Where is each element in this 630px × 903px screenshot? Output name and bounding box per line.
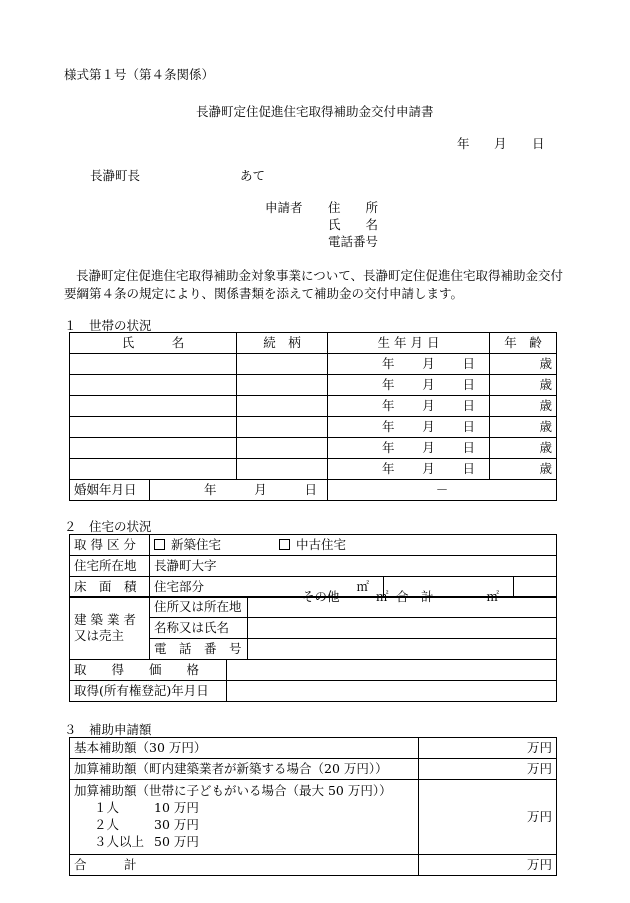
price-value[interactable]: [227, 660, 557, 681]
birth-cell[interactable]: 年 月 日: [328, 417, 490, 438]
date-day: 日: [532, 136, 545, 151]
relation-cell[interactable]: [237, 417, 328, 438]
base-subsidy-value[interactable]: 万円: [419, 738, 557, 759]
addressee-suffix: あて: [240, 168, 266, 183]
acq-options: [150, 535, 557, 556]
builder-name-value[interactable]: [248, 618, 557, 639]
col-relation: 続 柄: [237, 333, 328, 354]
name-cell[interactable]: [70, 459, 237, 480]
body-text-line-1: 長瀞町定住促進住宅取得補助金対象事業について、長瀞町定住促進住宅取得補助金交付: [76, 268, 564, 283]
floor-house-cell[interactable]: 住宅部分 ㎡: [150, 577, 384, 598]
birth-cell[interactable]: 年 月 日: [328, 438, 490, 459]
relation-cell[interactable]: [237, 354, 328, 375]
builder-addr-label: 住所又は所在地: [150, 597, 248, 618]
col-birth: 生 年 月 日: [328, 333, 490, 354]
applicant-name-label: 氏 名: [328, 217, 379, 232]
floor-spacer: [514, 577, 557, 598]
relation-cell[interactable]: [237, 375, 328, 396]
subsidy-table: [69, 737, 557, 876]
checkbox-new[interactable]: [154, 539, 165, 550]
floor-other-cell[interactable]: その他 ㎡ 合 計 ㎡: [384, 577, 514, 598]
table-row: [70, 354, 557, 375]
price-label: 取 得 価 格: [70, 660, 227, 681]
name-cell[interactable]: [70, 354, 237, 375]
builder-table: [69, 596, 557, 660]
age-cell[interactable]: 歳: [490, 396, 557, 417]
housing-table: [69, 534, 557, 604]
birth-cell[interactable]: 年 月 日: [328, 396, 490, 417]
checkbox-used[interactable]: [279, 539, 290, 550]
relation-cell[interactable]: [237, 459, 328, 480]
add2-subsidy-label: 加算補助額（世帯に子どもがいる場合（最大 50 万円）） １人 10 万円 ２人 30 万円 ３人以上 50 万円: [70, 780, 419, 855]
location-label: 住宅所在地: [70, 556, 150, 577]
applicant-phone-label: 電話番号: [328, 234, 379, 249]
add1-subsidy-label: 加算補助額（町内建築業者が新築する場合（20 万円））: [70, 759, 419, 780]
name-cell[interactable]: [70, 375, 237, 396]
marriage-label: 婚姻年月日: [70, 480, 150, 501]
form-number: 様式第１号（第４条関係）: [64, 67, 215, 82]
total-value[interactable]: 万円: [419, 855, 557, 876]
body-text-line-2: 要綱第４条の規定により、関係書類を添えて補助金の交付申請します。: [64, 286, 464, 301]
table-row: [70, 396, 557, 417]
marriage-date-cell[interactable]: 年 月 日: [150, 480, 328, 501]
col-age: 年 齢: [490, 333, 557, 354]
reg-value[interactable]: [227, 681, 557, 702]
col-name: 氏 名: [70, 333, 237, 354]
age-cell[interactable]: 歳: [490, 354, 557, 375]
price-table: [69, 659, 557, 702]
section3-heading: ３ 補助申請額: [64, 722, 152, 737]
age-cell[interactable]: 歳: [490, 459, 557, 480]
birth-cell[interactable]: 年 月 日: [328, 459, 490, 480]
name-cell[interactable]: [70, 417, 237, 438]
table-row: [70, 459, 557, 480]
builder-label: 建 築 業 者 又は売主: [70, 597, 150, 660]
table-row: [70, 375, 557, 396]
section1-heading: １ 世帯の状況: [64, 318, 152, 333]
base-subsidy-label: 基本補助額（30 万円）: [70, 738, 419, 759]
builder-addr-value[interactable]: [248, 597, 557, 618]
page-title: 長瀞町定住促進住宅取得補助金交付申請書: [196, 104, 434, 119]
age-cell[interactable]: 歳: [490, 438, 557, 459]
floor-label: 床 面 積: [70, 577, 150, 598]
add2-subsidy-value[interactable]: 万円: [419, 780, 557, 855]
used-house-label: 中古住宅: [295, 537, 346, 552]
name-cell[interactable]: [70, 438, 237, 459]
builder-name-label: 名称又は氏名: [150, 618, 248, 639]
age-cell[interactable]: 歳: [490, 417, 557, 438]
new-house-label: 新築住宅: [171, 537, 222, 552]
marriage-dash: －: [328, 480, 557, 501]
age-cell[interactable]: 歳: [490, 375, 557, 396]
addressee-name: 長瀞町長: [90, 168, 141, 183]
birth-cell[interactable]: 年 月 日: [328, 354, 490, 375]
table-row: [70, 417, 557, 438]
date-year: 年: [457, 136, 470, 151]
add1-subsidy-value[interactable]: 万円: [419, 759, 557, 780]
relation-cell[interactable]: [237, 438, 328, 459]
builder-phone-label: 電 話 番 号: [150, 639, 248, 660]
builder-phone-value[interactable]: [248, 639, 557, 660]
reg-label: 取得(所有権登記)年月日: [70, 681, 227, 702]
household-table: [69, 332, 557, 480]
name-cell[interactable]: [70, 396, 237, 417]
applicant-label: 申請者: [265, 200, 303, 215]
acq-label: 取 得 区 分: [70, 535, 150, 556]
date-month: 月: [494, 136, 507, 151]
total-label: 合 計: [70, 855, 419, 876]
birth-cell[interactable]: 年 月 日: [328, 375, 490, 396]
section2-heading: ２ 住宅の状況: [64, 519, 152, 534]
marriage-row-table: [69, 479, 557, 501]
applicant-address-label: 住 所: [328, 200, 379, 215]
table-row: [70, 438, 557, 459]
relation-cell[interactable]: [237, 396, 328, 417]
location-value[interactable]: 長瀞町大字: [150, 556, 557, 577]
